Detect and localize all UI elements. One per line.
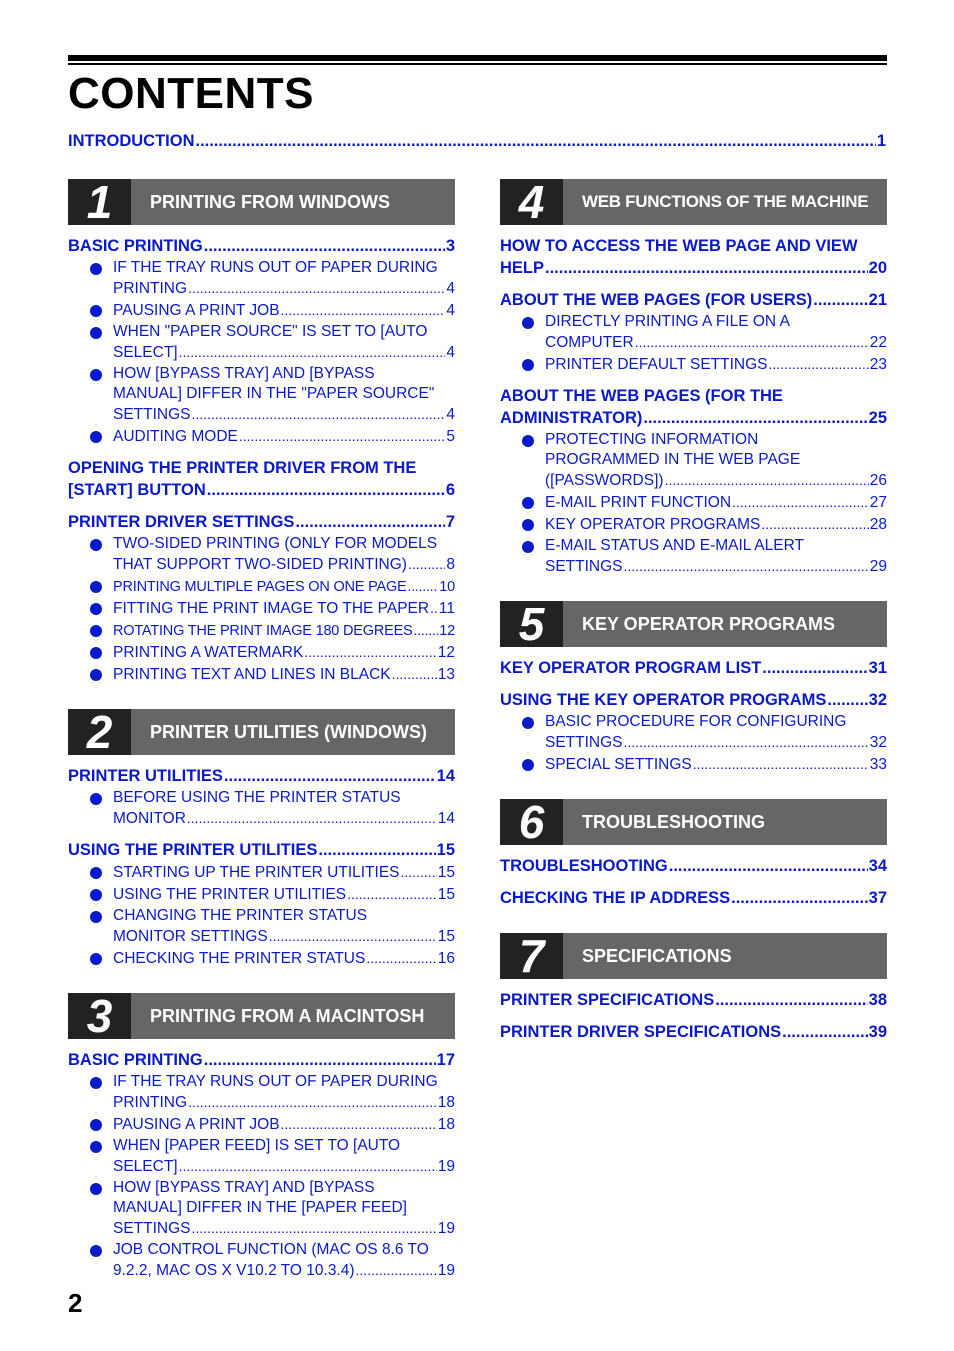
toc-entry-text-line: OPENING THE PRINTER DRIVER FROM THE [68, 459, 417, 477]
toc-entry-text-line: MANUAL] DIFFER IN THE "PAPER SOURCE" [113, 385, 435, 402]
dot-leader [408, 554, 445, 574]
toc-entry-leader-line [113, 1114, 455, 1135]
bullet-icon [522, 519, 534, 531]
toc-entry[interactable] [500, 289, 887, 311]
toc-page-number: 13 [437, 666, 455, 683]
dot-leader [732, 492, 869, 512]
dot-leader [192, 1218, 437, 1238]
toc-page-number: 32 [869, 734, 887, 751]
dot-leader [782, 1021, 868, 1043]
chapter-header-6 [500, 796, 887, 848]
toc-entry[interactable] [500, 657, 887, 679]
toc-entry-label: ABOUT THE WEB PAGES (FOR USERS) [500, 291, 813, 309]
toc-subentry[interactable] [68, 906, 455, 947]
toc-subentry[interactable] [68, 1178, 455, 1239]
dot-leader [715, 989, 867, 1011]
toc-entry-label: AUDITING MODE [113, 428, 238, 445]
dot-leader [347, 884, 437, 904]
toc-entry-label: SETTINGS [113, 406, 191, 423]
toc-entry[interactable] [68, 839, 455, 861]
toc-entry-text-line: E-MAIL STATUS AND E-MAIL ALERT [545, 537, 804, 554]
dot-leader [239, 426, 446, 446]
toc-page-number: 14 [436, 767, 455, 785]
toc-entry-leader-line [545, 332, 887, 353]
chapter-number: 3 [68, 993, 131, 1039]
toc-entry-label: TROUBLESHOOTING [500, 857, 668, 875]
toc-entry[interactable] [68, 765, 455, 787]
toc-page-number: 14 [437, 810, 455, 827]
toc-page-number: 23 [869, 356, 887, 373]
toc-subentry[interactable] [500, 492, 887, 513]
toc-entry-label: SPECIAL SETTINGS [545, 756, 692, 773]
toc-page-number: 19 [437, 1220, 455, 1237]
toc-entry-label: PRINTER DRIVER SPECIFICATIONS [500, 1023, 782, 1041]
toc-subentry[interactable] [68, 664, 455, 685]
toc-entry-leader-line [68, 235, 455, 257]
dot-leader [204, 235, 445, 257]
toc-entry-label: BASIC PRINTING [68, 237, 203, 255]
toc-entry-leader-line [500, 257, 887, 279]
toc-page-number: 31 [868, 659, 887, 677]
dot-leader [624, 556, 869, 576]
toc-entry-leader-line [113, 278, 455, 299]
toc-entry-label: PRINTER SPECIFICATIONS [500, 991, 715, 1009]
toc-subentry[interactable] [68, 884, 455, 905]
toc-page-number: 12 [437, 644, 455, 661]
toc-page-number: 19 [437, 1158, 455, 1175]
toc-entry-text-line: PROGRAMMED IN THE WEB PAGE [545, 451, 801, 468]
toc-entry-label: CHECKING THE PRINTER STATUS [113, 950, 366, 967]
dot-leader [635, 332, 869, 352]
dot-leader [192, 404, 446, 424]
toc-entry-label: ADMINISTRATOR) [500, 409, 643, 427]
toc-page-number: 10 [439, 579, 455, 595]
chapter-number: 4 [500, 179, 563, 225]
dot-leader [761, 514, 868, 534]
dot-leader [827, 689, 867, 711]
toc-page-number: 4 [446, 280, 455, 297]
toc-entry-leader-line [545, 556, 887, 577]
toc-page-number: 29 [869, 558, 887, 575]
dot-leader [545, 257, 868, 279]
chapter-title: KEY OPERATOR PROGRAMS [563, 601, 887, 647]
toc-column-right [500, 176, 887, 1043]
bullet-icon [522, 359, 534, 371]
toc-entry[interactable] [500, 887, 887, 909]
toc-entry-label: PRINTER DRIVER SETTINGS [68, 513, 295, 531]
bullet-icon [90, 305, 102, 317]
toc-entry-label: PRINTER UTILITIES [68, 767, 223, 785]
toc-subentry[interactable] [68, 598, 455, 619]
toc-page-number: 20 [868, 259, 887, 277]
chapter-header-5 [500, 598, 887, 650]
toc-entry-label: FITTING THE PRINT IMAGE TO THE PAPER [113, 600, 430, 617]
chapter-header-4 [500, 176, 887, 228]
toc-entry-label: PRINTER DEFAULT SETTINGS [545, 356, 768, 373]
toc-entry-leader-line [500, 1021, 887, 1043]
dot-leader [762, 657, 867, 679]
chapter-title: TROUBLESHOOTING [563, 799, 887, 845]
toc-entry-label: KEY OPERATOR PROGRAMS [545, 516, 761, 533]
chapter-number: 5 [500, 601, 563, 647]
chapter-number: 7 [500, 933, 563, 979]
toc-entry[interactable] [68, 457, 455, 501]
bullet-icon [90, 647, 102, 659]
toc-entry[interactable] [500, 1021, 887, 1043]
dot-leader [669, 855, 868, 877]
bullet-icon [90, 793, 102, 805]
toc-page-number: 16 [437, 950, 455, 967]
toc-subentry[interactable] [68, 1072, 455, 1113]
top-rule-thin [68, 63, 887, 65]
toc-entry-label: SETTINGS [113, 1220, 191, 1237]
dot-leader [318, 839, 435, 861]
toc-entry[interactable] [68, 1049, 455, 1071]
toc-subentry[interactable] [500, 430, 887, 491]
toc-page-number: 32 [868, 691, 887, 709]
toc-entry-label: PAUSING A PRINT JOB [113, 1116, 280, 1133]
toc-entry-leader-line [68, 479, 455, 501]
toc-subentry[interactable] [68, 1136, 455, 1177]
toc-subentry[interactable] [68, 322, 455, 363]
toc-entry[interactable] [500, 989, 887, 1011]
toc-entry-label: 9.2.2, MAC OS X V10.2 TO 10.3.4) [113, 1262, 355, 1279]
toc-entry-leader-line [545, 514, 887, 535]
toc-entry-label: SETTINGS [545, 734, 623, 751]
toc-entry[interactable] [500, 235, 887, 279]
dot-leader [187, 808, 437, 828]
toc-subentry[interactable] [68, 258, 455, 299]
toc-subentry[interactable] [68, 534, 455, 575]
toc-entry-leader-line [113, 300, 455, 321]
bullet-icon [90, 369, 102, 381]
toc-entry[interactable] [68, 511, 455, 533]
dot-leader [401, 862, 437, 882]
toc-entry-leader-line [113, 342, 455, 363]
toc-entry-leader-line [68, 511, 455, 533]
toc-entry-text-line: DIRECTLY PRINTING A FILE ON A [545, 313, 790, 330]
chapter-title: WEB FUNCTIONS OF THE MACHINE [563, 179, 887, 225]
dot-leader [408, 576, 439, 596]
bullet-icon [90, 327, 102, 339]
toc-page-number: 21 [868, 291, 887, 309]
dot-leader [665, 470, 869, 490]
bullet-icon [522, 317, 534, 329]
dot-leader [179, 342, 446, 362]
toc-entry-leader-line [545, 754, 887, 775]
toc-entry-leader-line [68, 1049, 455, 1071]
toc-subentry[interactable] [500, 754, 887, 775]
toc-entry-leader-line [113, 884, 455, 905]
bullet-icon [522, 759, 534, 771]
dot-leader [624, 732, 869, 752]
toc-subentry[interactable] [68, 1240, 455, 1281]
dot-leader [731, 887, 868, 909]
bullet-icon [90, 953, 102, 965]
toc-page-number: 1 [876, 132, 886, 150]
toc-page-number: 3 [445, 237, 455, 255]
toc-entry-text-line: IF THE TRAY RUNS OUT OF PAPER DURING [113, 1073, 438, 1090]
bullet-icon [90, 1119, 102, 1131]
toc-entry-leader-line [545, 732, 887, 753]
toc-page-number: 38 [868, 991, 887, 1009]
dot-leader [643, 407, 867, 429]
toc-entry-label: KEY OPERATOR PROGRAM LIST [500, 659, 762, 677]
toc-page-number: 4 [446, 344, 455, 361]
toc-entry-label: THAT SUPPORT TWO-SIDED PRINTING) [113, 556, 407, 573]
toc-page-number: 7 [445, 513, 455, 531]
toc-subentry[interactable] [500, 514, 887, 535]
toc-subentry[interactable] [68, 576, 455, 597]
bullet-icon [90, 889, 102, 901]
dot-leader [430, 598, 438, 618]
toc-entry-leader-line [113, 1156, 455, 1177]
toc-entry-leader-line [500, 989, 887, 1011]
toc-entry[interactable] [500, 855, 887, 877]
toc-entry-text-line: JOB CONTROL FUNCTION (MAC OS 8.6 TO [113, 1241, 429, 1258]
toc-entry-text-line: TWO-SIDED PRINTING (ONLY FOR MODELS [113, 535, 438, 552]
toc-entry-leader-line [113, 426, 455, 447]
bullet-icon [90, 867, 102, 879]
chapter-header-7 [500, 930, 887, 982]
toc-subentry[interactable] [500, 712, 887, 753]
toc-entry-leader-line [113, 948, 455, 969]
toc-entry-text-line: WHEN "PAPER SOURCE" IS SET TO [AUTO [113, 323, 428, 340]
toc-entry-leader-line [113, 404, 455, 425]
chapter-title: PRINTER UTILITIES (WINDOWS) [131, 709, 455, 755]
toc-entry-label: MONITOR [113, 810, 186, 827]
toc-page-number: 8 [446, 556, 455, 573]
chapter-header-1 [68, 176, 455, 228]
chapter-number: 6 [500, 799, 563, 845]
toc-entry-label: HELP [500, 259, 545, 277]
toc-entry-label: USING THE KEY OPERATOR PROGRAMS [500, 691, 827, 709]
toc-entry-label: PAUSING A PRINT JOB [113, 302, 280, 319]
toc-page-number: 6 [445, 481, 455, 499]
page-number: 2 [68, 1288, 83, 1318]
dot-leader [366, 948, 436, 968]
toc-page-number: 15 [436, 841, 455, 859]
toc-entry[interactable] [500, 689, 887, 711]
toc-subentry[interactable] [68, 426, 455, 447]
toc-entry-leader-line [68, 839, 455, 861]
dot-leader [813, 289, 867, 311]
toc-entry-text-line: ABOUT THE WEB PAGES (FOR THE [500, 387, 783, 405]
dot-leader [224, 765, 436, 787]
toc-subentry[interactable] [500, 536, 887, 577]
dot-leader [304, 642, 436, 662]
dot-leader [356, 1260, 437, 1280]
toc-entry-leader-line [500, 407, 887, 429]
dot-leader [269, 926, 437, 946]
bullet-icon [90, 581, 102, 593]
toc-entry-leader-line [113, 554, 455, 575]
bullet-icon [90, 911, 102, 923]
dot-leader [414, 620, 439, 640]
bullet-icon [522, 541, 534, 553]
toc-entry-leader-line [113, 1092, 455, 1113]
toc-entry-leader-line [500, 887, 887, 909]
toc-entry-label: PRINTING MULTIPLE PAGES ON ONE PAGE [113, 579, 407, 595]
toc-page-number: 18 [437, 1094, 455, 1111]
bullet-icon [522, 717, 534, 729]
toc-entry-text-line: PROTECTING INFORMATION [545, 431, 759, 448]
toc-page-number: 37 [868, 889, 887, 907]
toc-entry-leader-line [68, 765, 455, 787]
toc-entry-text-line: HOW [BYPASS TRAY] AND [BYPASS [113, 1179, 375, 1196]
toc-page-number: 39 [868, 1023, 887, 1041]
page-title: CONTENTS [68, 69, 314, 118]
toc-page-number: 4 [446, 302, 455, 319]
toc-entry-text-line: CHANGING THE PRINTER STATUS [113, 907, 368, 924]
toc-entry-label: [START] BUTTON [68, 481, 206, 499]
toc-subentry[interactable] [500, 312, 887, 353]
chapter-header-2 [68, 706, 455, 758]
toc-page-number: 33 [869, 756, 887, 773]
toc-column-left [68, 176, 455, 1281]
toc-entry-label: PRINTING TEXT AND LINES IN BLACK [113, 666, 391, 683]
toc-page-number: 26 [869, 472, 887, 489]
toc-entry-text-line: MANUAL] DIFFER IN THE [PAPER FEED] [113, 1199, 407, 1216]
toc-entry-leader-line [500, 689, 887, 711]
toc-page-number: 17 [436, 1051, 455, 1069]
toc-entry-label: COMPUTER [545, 334, 634, 351]
toc-entry-label: SELECT] [113, 344, 178, 361]
bullet-icon [522, 497, 534, 509]
toc-entry-label: PRINTING [113, 280, 188, 297]
chapter-title: SPECIFICATIONS [563, 933, 887, 979]
toc-entry-leader-line [545, 492, 887, 513]
toc-entry-label: ([PASSWORDS]) [545, 472, 664, 489]
toc-page-number: 19 [437, 1262, 455, 1279]
toc-subentry[interactable] [68, 300, 455, 321]
toc-entry-label: INTRODUCTION [68, 132, 195, 150]
toc-entry-leader-line [545, 354, 887, 375]
toc-entry-leader-line [545, 470, 887, 491]
toc-entry[interactable] [68, 235, 455, 257]
dot-leader [188, 278, 445, 298]
toc-page-number: 25 [868, 409, 887, 427]
toc-subentry[interactable] [68, 788, 455, 829]
toc-entry-leader-line [500, 855, 887, 877]
toc-entry-label: SETTINGS [545, 558, 623, 575]
dot-leader [693, 754, 869, 774]
toc-entry-label: BASIC PRINTING [68, 1051, 203, 1069]
dot-leader [769, 354, 869, 374]
dot-leader [204, 1049, 436, 1071]
toc-entry-label: USING THE PRINTER UTILITIES [68, 841, 318, 859]
bullet-icon [90, 1077, 102, 1089]
toc-entry-leader-line [500, 289, 887, 311]
toc-entry-leader-line [113, 926, 455, 947]
toc-entry-label: PRINTING [113, 1094, 188, 1111]
toc-entry-text-line: WHEN [PAPER FEED] IS SET TO [AUTO [113, 1137, 401, 1154]
chapter-number: 2 [68, 709, 131, 755]
toc-entry-leader-line [113, 1218, 455, 1239]
toc-entry-leader-line [113, 642, 455, 663]
toc-page-number: 11 [438, 600, 455, 617]
toc-entry-label: E-MAIL PRINT FUNCTION [545, 494, 732, 511]
dot-leader [281, 1114, 437, 1134]
bullet-icon [90, 1141, 102, 1153]
toc-entry-leader-line [113, 620, 455, 641]
toc-entry-label: STARTING UP THE PRINTER UTILITIES [113, 864, 400, 881]
toc-subentry[interactable] [68, 948, 455, 969]
bullet-icon [90, 669, 102, 681]
toc-entry-text-line: BEFORE USING THE PRINTER STATUS [113, 789, 401, 806]
bullet-icon [90, 1183, 102, 1195]
toc-entry[interactable] [500, 385, 887, 429]
toc-entry-leader-line [113, 1260, 455, 1281]
top-rule-thick [68, 55, 887, 61]
bullet-icon [90, 1245, 102, 1257]
bullet-icon [90, 625, 102, 637]
toc-entry-label: ROTATING THE PRINT IMAGE 180 DEGREES [113, 623, 413, 639]
chapter-number: 1 [68, 179, 131, 225]
bullet-icon [90, 263, 102, 275]
toc-entry-leader-line [500, 657, 887, 679]
toc-subentry[interactable] [68, 1114, 455, 1135]
toc-entry-label: SELECT] [113, 1158, 178, 1175]
toc-page-number: 22 [869, 334, 887, 351]
bullet-icon [90, 431, 102, 443]
toc-entry-text-line: HOW TO ACCESS THE WEB PAGE AND VIEW [500, 237, 858, 255]
toc-page-number: 12 [439, 623, 455, 639]
toc-entry-introduction[interactable] [68, 130, 886, 152]
toc-page-number: 15 [437, 886, 455, 903]
toc-page-number: 4 [446, 406, 455, 423]
dot-leader [392, 664, 437, 684]
toc-entry-label: CHECKING THE IP ADDRESS [500, 889, 731, 907]
toc-subentry[interactable] [68, 862, 455, 883]
toc-entry-leader-line [113, 808, 455, 829]
dot-leader [179, 1156, 437, 1176]
toc-page-number: 28 [869, 516, 887, 533]
chapter-header-3 [68, 990, 455, 1042]
toc-entry-label: USING THE PRINTER UTILITIES [113, 886, 347, 903]
toc-entry-leader-line [113, 576, 455, 597]
dot-leader [295, 511, 444, 533]
toc-page-number: 15 [437, 864, 455, 881]
toc-entry-leader-line [113, 664, 455, 685]
toc-subentry[interactable] [68, 642, 455, 663]
toc-subentry[interactable] [68, 620, 455, 641]
dot-leader [281, 300, 446, 320]
toc-page-number: 18 [437, 1116, 455, 1133]
bullet-icon [90, 603, 102, 615]
toc-entry-label: PRINTING A WATERMARK [113, 644, 304, 661]
chapter-title: PRINTING FROM A MACINTOSH [131, 993, 455, 1039]
toc-page-number: 34 [868, 857, 887, 875]
chapter-title: PRINTING FROM WINDOWS [131, 179, 455, 225]
dot-leader [207, 479, 445, 501]
toc-subentry[interactable] [500, 354, 887, 375]
toc-entry-text-line: HOW [BYPASS TRAY] AND [BYPASS [113, 365, 375, 382]
toc-entry-leader-line [113, 862, 455, 883]
toc-entry-text-line: BASIC PROCEDURE FOR CONFIGURING [545, 713, 847, 730]
toc-entry-label: MONITOR SETTINGS [113, 928, 268, 945]
dot-leader [188, 1092, 437, 1112]
toc-subentry[interactable] [68, 364, 455, 425]
bullet-icon [90, 539, 102, 551]
toc-page-number: 15 [437, 928, 455, 945]
toc-entry-text-line: IF THE TRAY RUNS OUT OF PAPER DURING [113, 259, 438, 276]
bullet-icon [522, 435, 534, 447]
toc-page-number: 5 [446, 428, 455, 445]
toc-page-number: 27 [869, 494, 887, 511]
toc-entry-leader-line [113, 598, 455, 619]
